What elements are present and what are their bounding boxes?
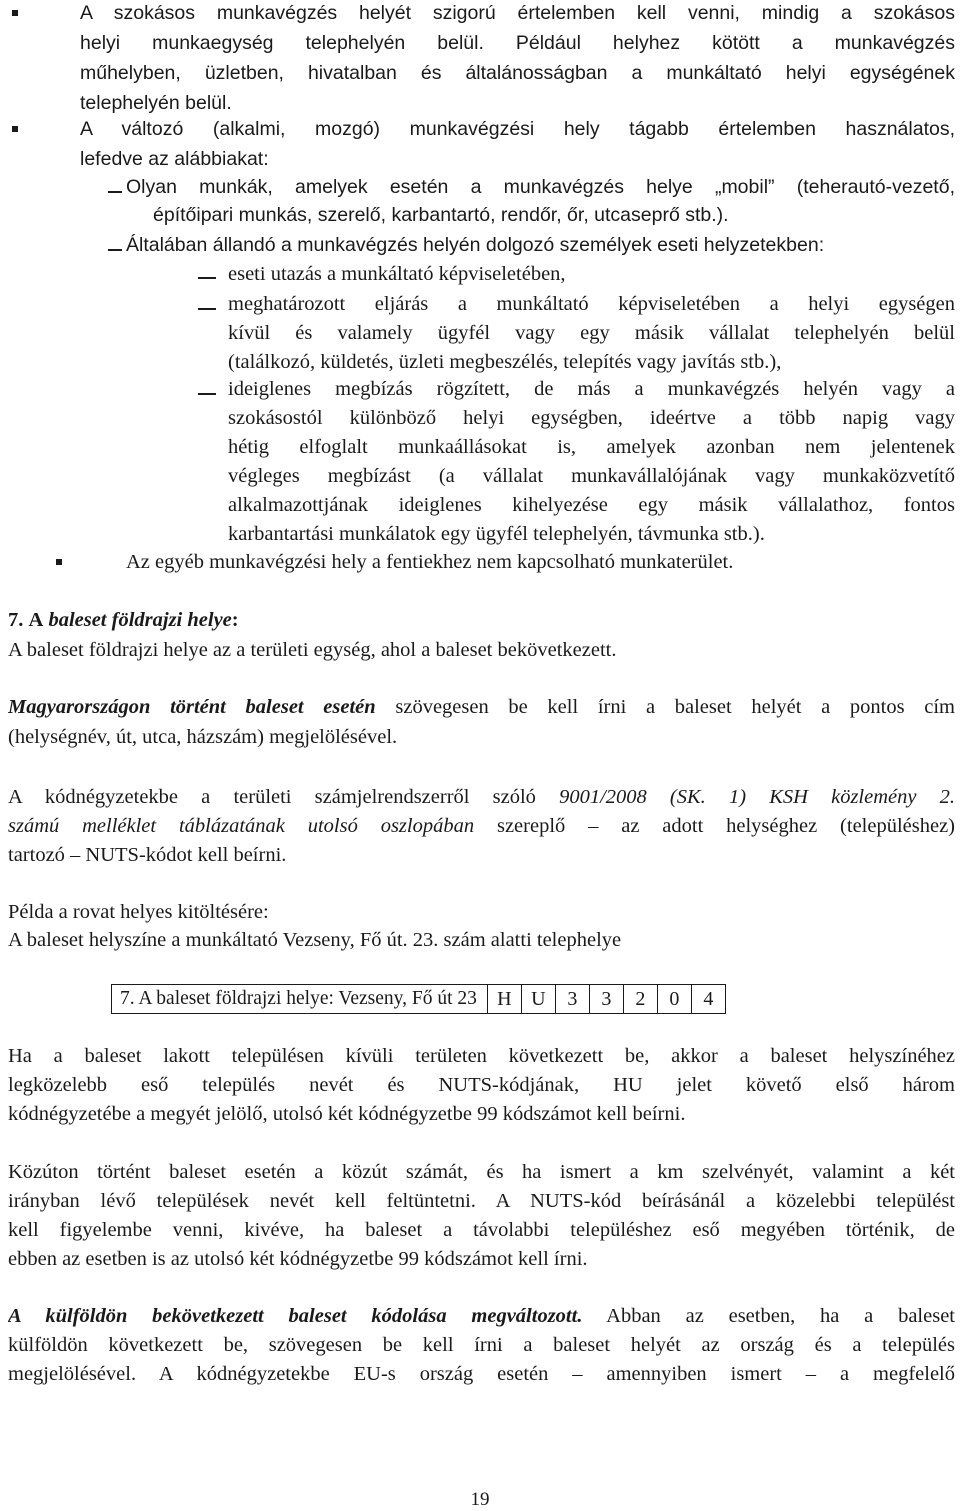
sub-sub-item-2-line-2: kívül és valamely ügyfél vagy egy másik vállalat telephelyén belül [228, 323, 955, 344]
section-title: baleset földrajzi helye [48, 609, 232, 631]
sub-sub-item-3-line-5: alkalmazottjának ideiglenes kihelyezése egy másik vállalathoz, fontos [228, 495, 955, 516]
code-cell: H [487, 985, 521, 1014]
list-item-1-line-1: A szokásos munkavégzés helyét szigorú értelemben kell venni, mindig a szokásos [80, 4, 955, 24]
sub-item-2-line-1: Általában állandó a munkavégzés helyén dolgozó személyek eseti helyzetekben: [126, 234, 825, 256]
code-cell: 4 [691, 985, 725, 1014]
sub-sub-item-2-line-3: (találkozó, küldetés, üzleti megbeszélés, telepítés vagy javítás stb.), [228, 351, 782, 373]
para-hu-line-1-rest: szövegesen be kell írni a baleset helyét a pontos cím [375, 697, 955, 718]
para-kod-reference: 9001/2008 (SK. 1) KSH közlemény 2. [559, 787, 955, 808]
para-lakott-line-3: kódnégyzetébe a megyét jelölő, utolsó két kódnégyzetbe 99 kódszámot kell beírni. [8, 1103, 686, 1125]
para-kulfold-line-1-rest: Abban az esetben, ha a baleset [582, 1306, 955, 1327]
section-intro: A baleset földrajzi helye az a területi egység, ahol a baleset bekövetkezett. [8, 639, 617, 661]
code-cell: 3 [589, 985, 623, 1014]
para-kod-line-2-rest: szereplő – az adott helységhez (településhez) [474, 816, 955, 837]
bullet-icon [12, 126, 18, 132]
para-kozut-line-2: irányban lévő települések nevét kell feltüntetni. A NUTS-kód beírásánál a közelebbi települést [8, 1191, 955, 1212]
section-title-a: A [28, 609, 44, 631]
para-kulfold-line-2: külföldön következett be, szövegesen be kell írni a baleset helyét az ország és a település [8, 1335, 955, 1356]
para-hu-line-1 [8, 697, 955, 723]
dash-icon [198, 393, 216, 395]
para-kod-line-1-a: A kódnégyzetekbe a területi számjelrendszerről szóló [8, 787, 560, 808]
sub-sub-item-3-line-1: ideiglenes megbízás rögzített, de más a munkavégzés helyén vagy a [228, 379, 955, 400]
para-lakott-line-1: Ha a baleset lakott településen kívüli területen következett be, akkor a baleset helyszínéhez [8, 1046, 955, 1067]
code-cell: 0 [657, 985, 691, 1014]
example-intro: Példa a rovat helyes kitöltésére: [8, 901, 269, 923]
dash-icon [108, 191, 122, 193]
dash-icon [198, 308, 216, 310]
para-kod-line-3: tartozó – NUTS-kódot kell beírni. [8, 844, 287, 866]
sub-sub-item-3-line-6: karbantartási munkálatok egy ügyfél telephelyén, távmunka stb.). [228, 523, 765, 545]
section-number: 7. [8, 609, 24, 631]
sub-sub-item-1: eseti utazás a munkáltató képviseletében, [228, 263, 566, 285]
section-title-colon: : [231, 609, 239, 631]
para-kulfold-line-3: megjelölésével. A kódnégyzetekbe EU-s ország esetén – amennyiben ismert – a megfelelő [8, 1364, 955, 1385]
sub-sub-item-2-line-1: meghatározott eljárás a munkáltató képviseletében a helyi egységen [228, 294, 955, 315]
list-item-2-line-2: lefedve az alábbiakat: [80, 148, 269, 170]
para-kulfold-lead: A külföldön bekövetkezett baleset kódolása megváltozott. [8, 1306, 583, 1327]
list-item-2-line-1: A változó (alkalmi, mozgó) munkavégzési hely tágabb értelemben használatos, [80, 120, 955, 140]
sub-item-1-line-2: építőipari munkás, szerelő, karbantartó, rendőr, őr, utcaseprő stb.). [153, 204, 729, 226]
list-item-1-line-4: telephelyén belül. [80, 92, 232, 114]
para-kod-line-1 [8, 787, 955, 813]
para-lakott-line-2: legközelebb eső település nevét és NUTS-kódjának, HU jelet követő első három [8, 1075, 955, 1096]
page-number: 19 [470, 1489, 490, 1510]
sub-sub-item-3-line-4: végleges megbízást (a vállalat munkavállalójának vagy munkaközvetítő [228, 466, 955, 487]
dash-icon [198, 277, 216, 279]
code-cell: 3 [555, 985, 589, 1014]
sub-item-1-line-1: Olyan munkák, amelyek esetén a munkavégzés helye „mobil” (teherautó-vezető, [126, 178, 955, 198]
section-heading [8, 610, 239, 631]
para-kod-line-2-italic: számú melléklet táblázatának utolsó oszlopában [8, 816, 475, 837]
sub-sub-item-3-line-2: szokásostól különböző helyi egységben, ideértve a több napig vagy [228, 408, 955, 429]
code-cell: U [521, 985, 555, 1014]
list-item-1-line-3: műhelyben, üzletben, hivatalban és általánosságban a munkáltató helyi egységének [80, 64, 955, 84]
para-kozut-line-4: ebben az esetben is az utolsó két kódnégyzetbe 99 kódszámot kell írni. [8, 1248, 588, 1270]
para-kozut-line-1: Közúton történt baleset esetén a közút számát, és ha ismert a km szelvényét, valamint a két [8, 1162, 955, 1183]
para-kulfold-line-1 [8, 1306, 955, 1332]
list-item-1-line-2: helyi munkaegység telephelyén belül. Például helyhez kötött a munkavégzés [80, 34, 955, 54]
code-cell: 2 [623, 985, 657, 1014]
example-text: A baleset helyszíne a munkáltató Vezseny, Fő út. 23. szám alatti telephelye [8, 929, 622, 951]
dash-icon [108, 249, 122, 251]
para-hu-line-2: (helységnév, út, utca, házszám) megjelölésével. [8, 726, 398, 748]
para-kozut-line-3: kell figyelembe venni, kivéve, ha baleset a távolabbi településhez eső megyében történik, de [8, 1220, 955, 1241]
para-hu-lead: Magyarországon történt baleset esetén [8, 697, 376, 718]
para-kod-line-2 [8, 816, 955, 842]
bullet-icon [12, 10, 18, 16]
example-code-box [111, 984, 726, 1014]
list-item-3: Az egyéb munkavégzési hely a fentiekhez nem kapcsolható munkaterület. [126, 551, 734, 573]
bullet-icon [56, 559, 62, 565]
sub-sub-item-3-line-3: hétig elfoglalt munkaállásokat is, amelyek azonban nem jelentenek [228, 437, 955, 458]
code-box-label: 7. A baleset földrajzi helye: Vezseny, Fő út 23 [112, 985, 488, 1014]
